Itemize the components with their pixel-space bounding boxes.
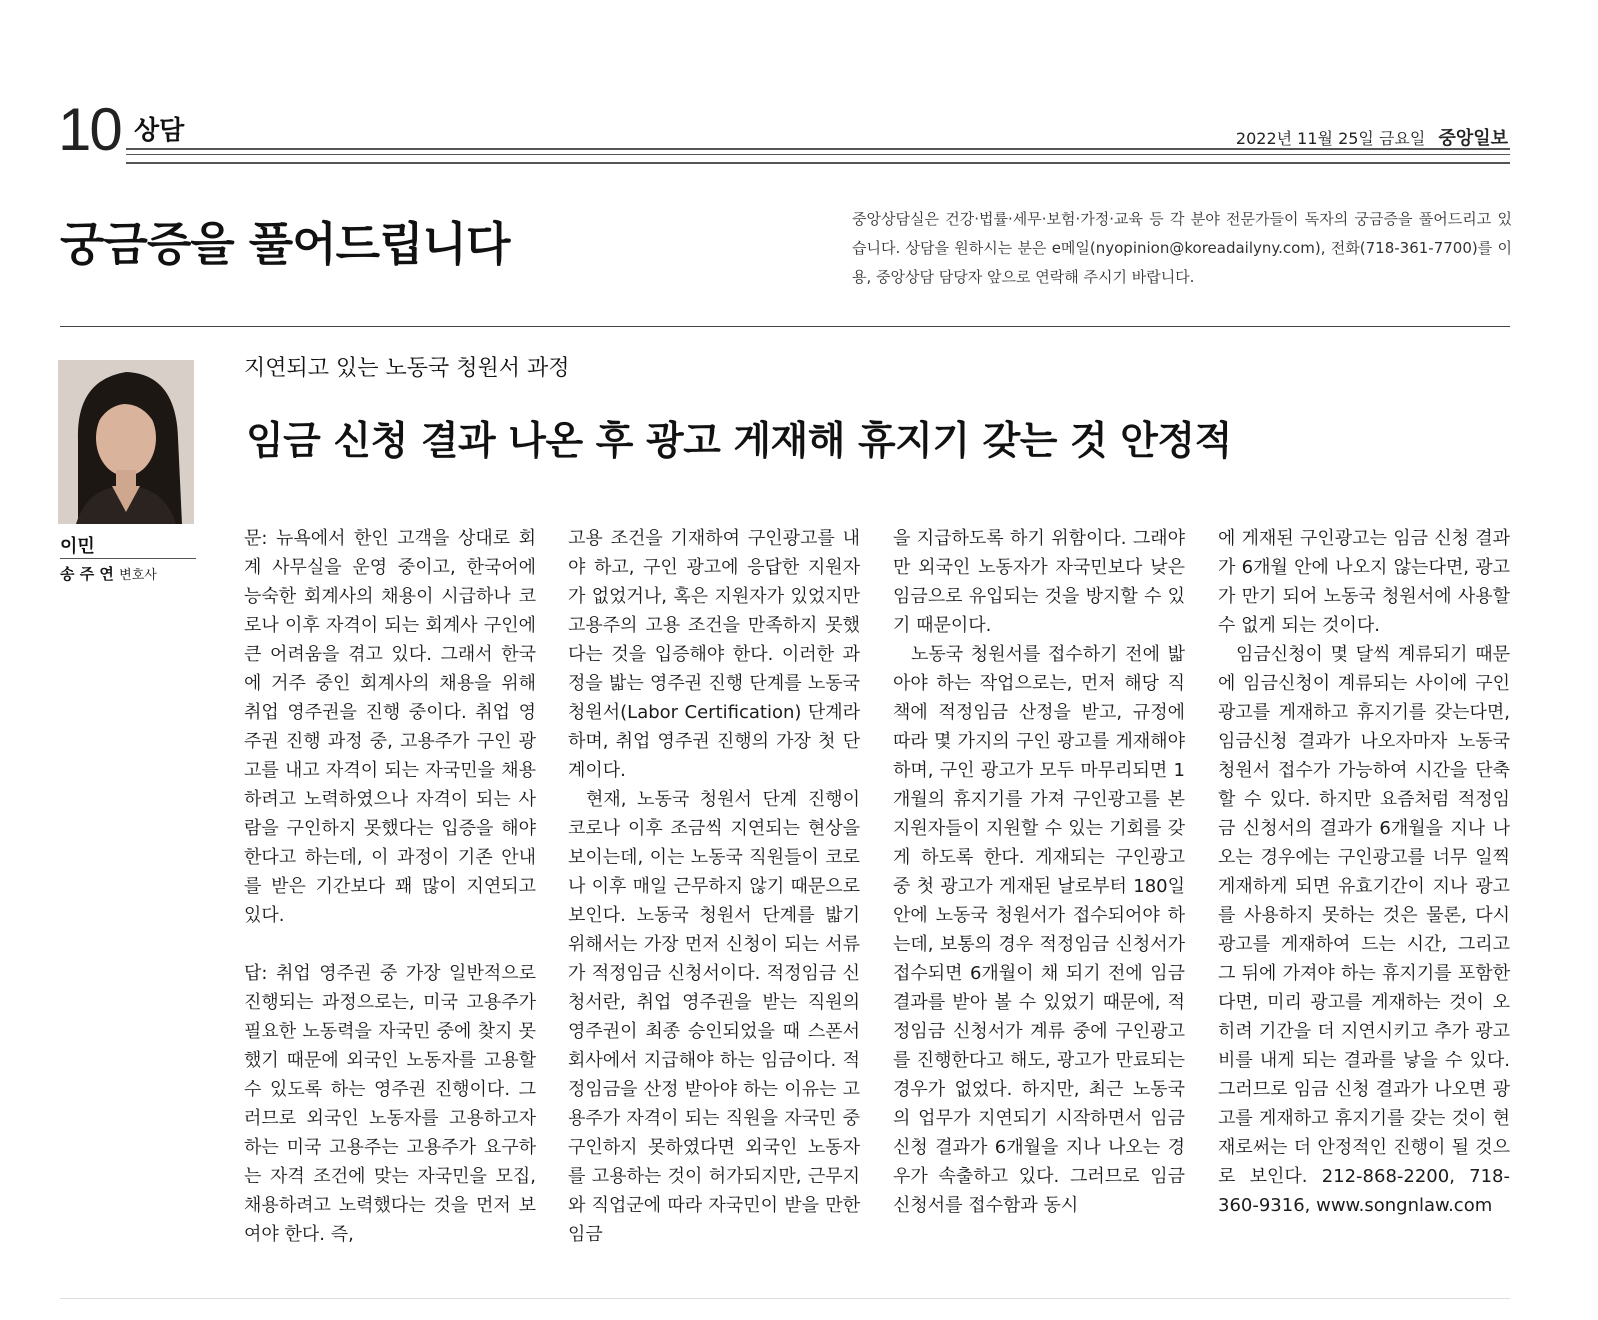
body-paragraph: 을 지급하도록 하기 위함이다. 그래야만 외국인 노동자가 자국민보다 낮은임금으로 유입되는 것을 방지할 수 있기 때문이다. [893, 528, 1185, 636]
portrait-image [58, 360, 194, 524]
article-column-1 [244, 524, 536, 1249]
author-byline [60, 563, 157, 584]
date-text: 2022년 11월 25일 금요일 [1235, 129, 1426, 148]
section-name: 상담 [134, 116, 185, 146]
author-name: 이민 [60, 536, 95, 557]
body-paragraph: 노동국 청원서를 접수하기 전에 밟아야 하는 작업으로는, 먼저 해당 직책에 적정임금 산정을 받고, 규정에 따라 몇 가지의 구인 광고를 게재해야 하며, 구인 광고가 모두 마무리되면 1개월의 휴지기를 가져 구인광고를 본 지원자들이 지원할 수 있는 기회를 갖게 하도록 한다. 게재되는 구인광고 중 첫 광고가 게재된 날로부터 180일 안에 노동국 청원서가 접수되어야 하는데, 보통의 경우 적정임금 신청서가 접수되면 6개월이 채 되기 전에 임금 결과를 받아 볼 수 있었기 때문에, 적정임금 신청서가 계류 중에 구인광고를 진행한다고 해도, 광고가 만료되는 경우가 없었다. 하지만, 최근 노동국의 업무가 지연되기 시작하면서 임금신청 결과가 6개월을 지나 나오는 경우가 속출하고 있다. 그러므로 임금 신청서를 접수함과 동시 [893, 644, 1185, 1216]
issue-date [1236, 124, 1508, 150]
page-number: 10 [58, 96, 121, 163]
article-column-4 [1218, 524, 1510, 1220]
body-paragraph: 고용 조건을 기재하여 구인광고를 내야 하고, 구인 광고에 응답한 지원자가 없었거나, 혹은 지원자가 있었지만 고용주의 고용 조건을 만족하지 못했다는 것을 입증해야 한다. 이러한 과정을 밟는 영주권 진행 단계를 노동국 청원서(Labor Certification) 단계라 하며, 취업 영주권 진행의 가장 첫 단계이다. [568, 528, 860, 781]
article-headline: 임금 신청 결과 나온 후 광고 게재해 휴지기 갖는 것 안정적 [246, 418, 1232, 464]
section-divider [60, 326, 1510, 327]
bottom-rule [60, 1298, 1510, 1299]
question-paragraph: 문: 뉴욕에서 한인 고객을 상대로 회계 사무실을 운영 중이고, 한국어에 능숙한 회계사의 채용이 시급하나 코로나 이후 자격이 되는 회계사 구인에 큰 어려움을 겪고 있다. 그래서 한국에 거주 중인 회계사의 채용을 위해 취업 영주권을 진행 중이다. 취업 영주권 진행 과정 중, 고용주가 구인 광고를 내고 자격이 되는 자국민을 채용하려고 노력하였으나 자격이 되는 사람을 구인하지 못했다는 입증을 해야 한다고 하는데, 이 과정이 기존 안내를 받은 기간보다 꽤 많이 지연되고 있다. [244, 528, 536, 926]
body-paragraph: 에 게재된 구인광고는 임금 신청 결과가 6개월 안에 나오지 않는다면, 광고가 만기 되어 노동국 청원서에 사용할 수 없게 되는 것이다. [1218, 528, 1510, 636]
article-subtitle: 지연되고 있는 노동국 청원서 과정 [244, 356, 570, 381]
article-column-2 [568, 524, 860, 1249]
body-paragraph: 임금신청이 몇 달씩 계류되기 때문에 임금신청이 계류되는 사이에 구인광고를 게재하고 휴지기를 갖는다면, 임금신청 결과가 나오자마자 노동국 청원서 접수가 가능하여 시간을 단축할 수 있다. 하지만 요즘처럼 적정임금 신청서의 결과가 6개월을 지나 나오는 경우에는 구인광고를 너무 일찍 게재하게 되면 유효기간이 지나 광고를 사용하지 못하는 것은 물론, 다시 광고를 게재하여 드는 시간, 그리고 그 뒤에 가져야 하는 휴지기를 포함한다면, 미리 광고를 게재하는 것이 오히려 기간을 더 지연시키고 추가 광고비를 내게 되는 결과를 낳을 수 있다. 그러므로 임금 신청 결과가 나오면 광고를 게재하고 휴지기를 갖는 것이 현재로써는 더 안정적인 진행이 될 것으로 보인다. 212-868-2200, 718-360-9316, www.songnlaw.com [1218, 644, 1510, 1216]
author-role-name: 송 주 연 [60, 565, 114, 583]
answer-paragraph: 답: 취업 영주권 중 가장 일반적으로 진행되는 과정으로는, 미국 고용주가 필요한 노동력을 자국민 중에 찾지 못했기 때문에 외국인 노동자를 고용할 수 있도록 하는 영주권 진행이다. 그러므로 외국인 노동자를 고용하고자 하는 미국 고용주는 고용주가 요구하는 자격 조건에 맞는 자국민을 모집, 채용하려고 노력했다는 것을 먼저 보여야 한다. 즉, [244, 963, 536, 1245]
body-paragraph: 현재, 노동국 청원서 단계 진행이 코로나 이후 조금씩 지연되는 현상을 보이는데, 이는 노동국 직원들이 코로나 이후 매일 근무하지 않기 때문으로 보인다. 노동국 청원서 단계를 밟기 위해서는 가장 먼저 신청이 되는 서류가 적정임금 신청서이다. 적정임금 신청서란, 취업 영주권을 받는 직원의 영주권이 최종 승인되었을 때 스폰서 회사에서 지급해야 하는 임금이다. 적정임금을 산정 받아야 하는 이유는 고용주가 자격이 되는 직원을 자국민 중 구인하지 못하였다면 외국인 노동자를 고용하는 것이 허가되지만, 근무지와 직업군에 따라 자국민이 받을 만한 임금 [568, 789, 860, 1245]
page-heading: 궁금증을 풀어드립니다 [60, 217, 510, 271]
intro-text: 중앙상담실은 건강·법률·세무·보험·가정·교육 등 각 분야 전문가들이 독자의 궁금증을 풀어드리고 있습니다. 상담을 원하시는 분은 e메일(nyopinion@koreadailyny.com), 전화(718-361-7700)를 이용, 중앙상담 담당자 앞으로 연락해 주시기 바랍니다. [852, 210, 1512, 286]
header-rule [126, 148, 1510, 164]
newspaper-brand: 중앙일보 [1438, 128, 1508, 149]
article-column-3 [893, 524, 1185, 1220]
author-divider [60, 558, 196, 559]
author-photo [58, 360, 194, 524]
author-role-title: 변호사 [119, 568, 157, 583]
